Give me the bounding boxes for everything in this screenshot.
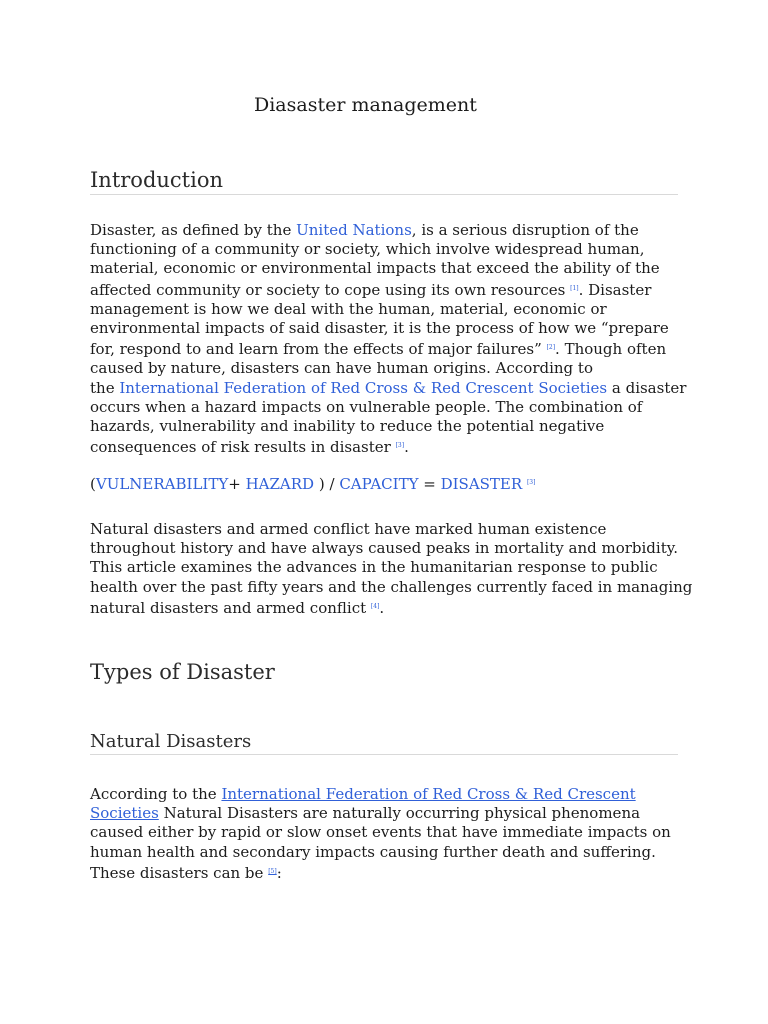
formula-vulnerability: VULNERABILITY [95, 475, 229, 493]
formula-equals: = [418, 475, 441, 493]
types-of-disaster-heading: Types of Disaster [90, 660, 275, 684]
footnote-ref-2[interactable]: [2] [546, 344, 556, 352]
natural-disasters-paragraph [90, 785, 690, 883]
ifrc-link-part-1[interactable]: International Federation of Red Cross & Red Crescent [221, 785, 636, 803]
formula-open-paren: ( [90, 475, 96, 493]
text-run: Natural disasters and armed conflict have marked human existence [90, 520, 607, 538]
ifrc-link-part-2[interactable]: Societies [90, 804, 159, 823]
text-run: This article examines the advances in the humanitarian response to public [90, 558, 658, 577]
text-run: natural disasters and armed conflict [90, 598, 371, 617]
formula-capacity: CAPACITY [339, 475, 419, 493]
formula-plus: + [228, 475, 246, 493]
text-run: These disasters can be [90, 863, 269, 882]
introduction-paragraph-2 [90, 520, 693, 618]
footnote-ref-5[interactable]: [5] [268, 867, 277, 875]
text-run: . [404, 438, 409, 457]
natural-disasters-heading: Natural Disasters [90, 731, 678, 755]
text-run: material, economic or environmental impacts that exceed the ability of the [90, 259, 660, 278]
text-run: functioning of a community or society, which involve widespread human, [90, 240, 645, 259]
text-run: caused by nature, disasters can have human origins. According to [90, 359, 593, 378]
formula-divide: ) / [314, 475, 340, 493]
text-run: According to the [90, 785, 222, 803]
introduction-paragraph-1 [90, 221, 690, 457]
text-run: , is a serious disruption of the [411, 221, 639, 239]
footnote-ref-3-formula[interactable]: [3] [526, 479, 536, 486]
text-run: hazards, vulnerability and inability to reduce the potential negative [90, 417, 605, 436]
text-run: throughout history and have always caused peaks in mortality and morbidity. [90, 539, 678, 558]
introduction-heading: Introduction [90, 168, 678, 195]
disaster-formula [90, 475, 535, 493]
text-run: : [276, 863, 282, 882]
ifrc-link[interactable]: International Federation of Red Cross & Red Crescent Societies [119, 378, 608, 397]
text-run: . [379, 598, 385, 617]
united-nations-link[interactable]: United Nations [296, 221, 412, 239]
footnote-ref-4[interactable]: [4] [370, 602, 380, 610]
text-run: caused either by rapid or slow onset events that have immediate impacts on [90, 823, 671, 842]
document-title: Diasaster management [254, 94, 477, 116]
text-run: . Though often [555, 340, 667, 359]
text-run: affected community or society to cope using its own resources [90, 280, 571, 299]
footnote-ref-3[interactable]: [3] [395, 442, 405, 450]
text-run: for, respond to and learn from the effects of major failures” [90, 340, 547, 359]
text-run: . Disaster [578, 280, 652, 299]
formula-disaster: DISASTER [440, 475, 523, 493]
text-run: environmental impacts of said disaster, it is the process of how we “prepare [90, 319, 669, 338]
text-run: the [90, 378, 120, 397]
text-run: Disaster, as defined by the [90, 221, 297, 239]
text-run: a disaster [607, 378, 687, 397]
text-run: human health and secondary impacts causing further death and suffering. [90, 842, 656, 861]
text-run: Natural Disasters are naturally occurring physical phenomena [158, 804, 641, 823]
footnote-ref-1[interactable]: [1] [570, 284, 579, 292]
text-run: occurs when a hazard impacts on vulnerable people. The combination of [90, 397, 643, 416]
text-run: management is how we deal with the human, material, economic or [90, 299, 607, 318]
formula-hazard: HAZARD [245, 475, 315, 493]
text-run: consequences of risk results in disaster [90, 438, 396, 457]
text-run: health over the past fifty years and the challenges currently faced in managing [90, 577, 693, 596]
